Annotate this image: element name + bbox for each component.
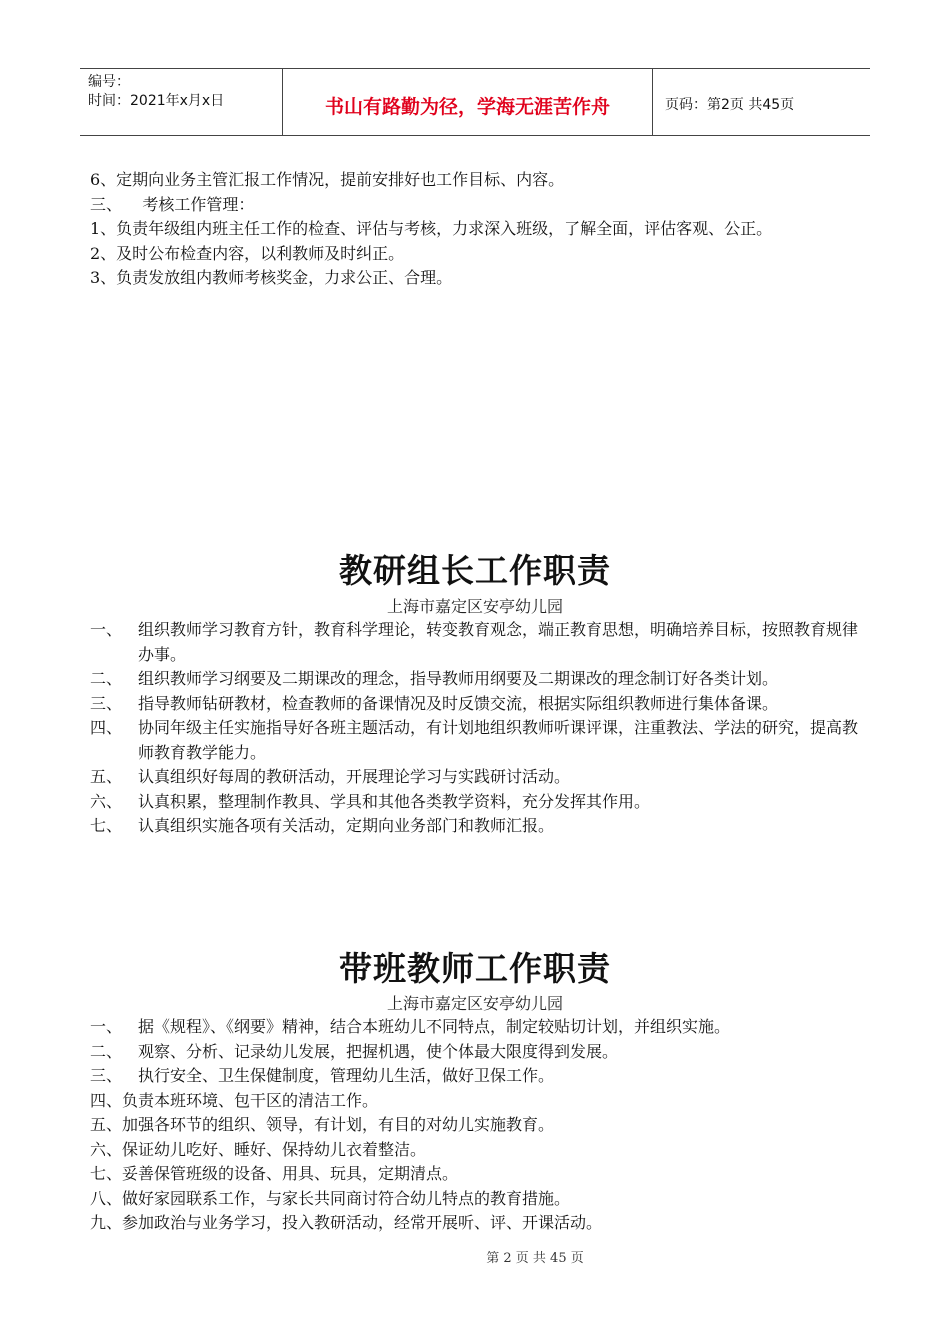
- list-item: [90, 667, 870, 692]
- item-number: 二、: [90, 669, 123, 688]
- list-item: 四、负责本班环境、包干区的清洁工作。: [90, 1090, 379, 1110]
- list-item: [90, 618, 870, 667]
- item-number: 三、: [90, 1066, 123, 1085]
- item-text: 据《规程》、《纲要》精神，结合本班幼儿不同特点，制定较贴切计划，并组织实施。: [138, 1017, 731, 1036]
- section2-list: [90, 1015, 870, 1236]
- item-number: 六、: [90, 791, 123, 811]
- item-number: 一、: [90, 620, 123, 639]
- section1-title: 教研组长工作职责: [339, 551, 611, 590]
- item-number: 三、: [90, 693, 123, 713]
- section1-subtitle: 上海市嘉定区安亭幼儿园: [386, 597, 563, 616]
- list-item: 八、做好家园联系工作，与家长共同商讨符合幼儿特点的教育措施。: [90, 1188, 571, 1208]
- item-number: 七、: [90, 816, 123, 835]
- paragraph: 1、负责年级组内班主任工作的检查、评估与考核，力求深入班级，了解全面，评估客观、公正。: [90, 219, 773, 238]
- item-text: 指导教师钻研教材，检查教师的备课情况及时反馈交流，根据实际组织教师进行集体备课。: [138, 693, 779, 713]
- page-header: [80, 68, 870, 136]
- item-text: 认真组织好每周的教研活动，开展理论学习与实践研讨活动。: [138, 767, 571, 786]
- top-section: [90, 168, 870, 291]
- time-label: 时间：2021年x月x日: [88, 93, 225, 109]
- list-item: [90, 1015, 870, 1040]
- header-meta: [80, 69, 283, 135]
- item-number: 一、: [90, 1017, 123, 1036]
- number-label: 编号：: [88, 74, 130, 90]
- list-item: 五、加强各环节的组织、领导，有计划，有目的对幼儿实施教育。: [90, 1115, 555, 1134]
- header-page-info: 页码：第2页 共45页: [665, 97, 795, 113]
- paragraph: 2、及时公布检查内容，以利教师及时纠正。: [90, 243, 405, 263]
- list-item: [90, 814, 870, 839]
- item-number: 二、: [90, 1041, 123, 1061]
- list-item: [90, 1040, 870, 1065]
- page-footer: 第 2 页 共 45 页: [486, 1251, 584, 1266]
- item-text: 协同年级主任实施指导好各班主题活动，有计划地组织教师听课评课，注重教法、学法的研究，提高教师教育教学能力。: [138, 718, 859, 762]
- list-item: 七、妥善保管班级的设备、用具、玩具，定期清点。: [90, 1164, 459, 1183]
- header-motto: 书山有路勤为径，学海无涯苦作舟: [283, 69, 653, 135]
- list-item: 九、参加政治与业务学习，投入教研活动，经常开展听、评、开课活动。: [90, 1213, 603, 1232]
- item-text: 组织教师学习纲要及二期课改的理念，指导教师用纲要及二期课改的理念制订好各类计划。: [138, 669, 779, 688]
- list-item: [90, 765, 870, 790]
- item-text: 执行安全、卫生保健制度，管理幼儿生活，做好卫保工作。: [138, 1066, 555, 1085]
- item-text: 观察、分析、记录幼儿发展，把握机遇，使个体最大限度得到发展。: [138, 1041, 619, 1061]
- item-text: 认真组织实施各项有关活动，定期向业务部门和教师汇报。: [138, 816, 555, 835]
- paragraph: 6、定期向业务主管汇报工作情况，提前安排好也工作目标、内容。: [90, 170, 565, 189]
- section2-title: 带班教师工作职责: [339, 949, 611, 988]
- list-item: [90, 692, 870, 717]
- item-text: 组织教师学习教育方针，教育科学理论，转变教育观念，端正教育思想，明确培养目标，按照教育规律办事。: [138, 620, 859, 664]
- paragraph: 三、 考核工作管理：: [90, 194, 255, 214]
- item-text: 认真积累，整理制作教具、学具和其他各类教学资料，充分发挥其作用。: [138, 791, 651, 811]
- list-item: [90, 716, 870, 765]
- list-item: 六、保证幼儿吃好、睡好、保持幼儿衣着整洁。: [90, 1139, 427, 1159]
- section2-subtitle: 上海市嘉定区安亭幼儿园: [386, 994, 563, 1013]
- paragraph: 3、负责发放组内教师考核奖金，力求公正、合理。: [90, 268, 453, 287]
- item-number: 五、: [90, 767, 123, 786]
- list-item: [90, 790, 870, 815]
- section1-list: [90, 618, 870, 839]
- list-item: [90, 1064, 870, 1089]
- item-number: 四、: [90, 718, 123, 737]
